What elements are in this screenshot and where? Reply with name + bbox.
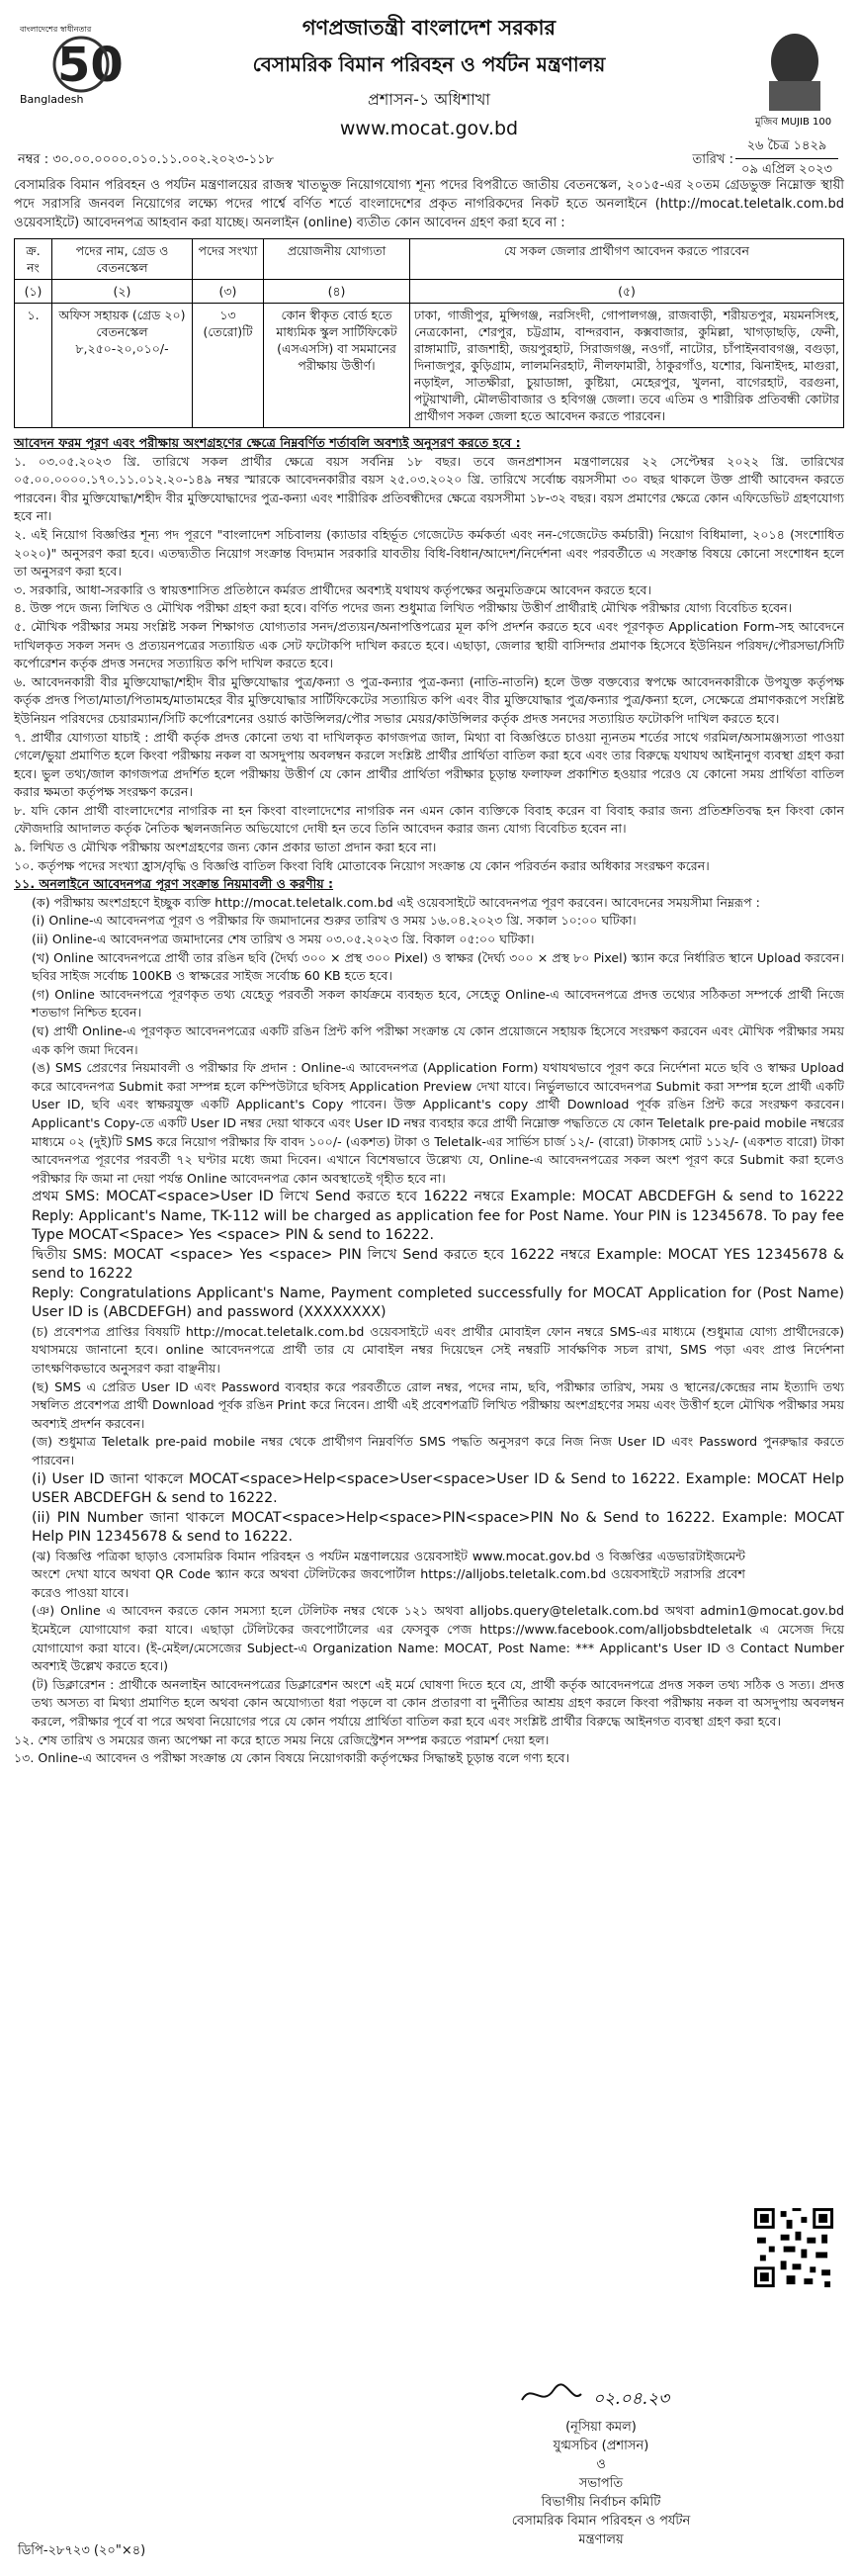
sms-first: প্রথম SMS: MOCAT<space>User ID লিখে Send করতে হবে 16222 নম্বরে Example: MOCAT ABCDEFGH & send to 16222 Reply: Applicant's Name, TK-112 will be charged as application fee for Post Name. Your PIN is 12345678. To pay fee Type MOCAT<Space> Yes <space> PIN & send to 16222. xyxy=(32,1189,844,1244)
wing-title: প্রশাসন-১ অধিশাখা xyxy=(367,90,491,109)
sms-reply: Reply: Congratulations Applicant's Name, Payment completed successfully for MOCAT Application for (Post Name) User ID is (ABCDEFGH) and password (XXXXXXXX) xyxy=(32,1285,844,1321)
online-item-ka-ii: (ii) Online-এ আবেদনপত্র জমাদানের শেষ তারিখ ও সময় ০৩.০৫.২০২৩ খ্রি. বিকাল ০৫:০০ ঘটিকা। xyxy=(32,932,535,947)
condition-item: ১. ০৩.০৫.২০২৩ খ্রি. তারিখে সকল প্রার্থীর ক্ষেত্রে বয়স সর্বনিম্ন ১৮ বছর। তবে জনপ্রশাসন মন্ত্রণালয়ের ২২ সেপ্টেম্বর ২০২২ খ্রি. তারিখের ০৫.০০.০০০০.১৭০.১১.০১২.২০-১৪৯ নম্বর স্মারকে আবেদনকারীর বয়স ২৫.০৩.২০২০ খ্রি. তারিখে সর্বোচ্চ বয়সসীমা ৩০ বছর থাকলে উক্ত প্রার্থী আবেদন করতে পারবেন। বীর মুক্তিযোদ্ধা/শহীদ বীর মুক্তিযোদ্ধাদের পুত্র-কন্যা এবং শারীরিক প্রতিবন্ধীদের ক্ষেত্রে বয়সসীমা ১৮-৩২ বছর। বয়স প্রমাণের ক্ষেত্রে কোন এফিডেভিট গ্রহণযোগ্য হবে না। xyxy=(14,453,844,524)
online-item-gha: (ঘ) প্রার্থী Online-এ পূরণকৃত আবেদনপত্রের একটি রঙিন প্রিন্ট কপি পরীক্ষা সংক্রান্ত যে কোন প্রয়োজনে সহায়ক হিসেবে সংরক্ষণ করবেন এবং মৌখিক পরীক্ষার সময় এক কপি জমা দিবেন। xyxy=(32,1023,844,1057)
table-row xyxy=(15,304,844,428)
date-block xyxy=(735,136,838,181)
cell-districts: ঢাকা, গাজীপুর, মুন্সিগঞ্জ, নরসিংদী, গোপালগঞ্জ, রাজবাড়ী, শরীয়তপুর, ময়মনসিংহ, নেত্রকোনা, শেরপুর, চট্টগ্রাম, বান্দরবান, কক্সবাজার, কুমিল্লা, খাগড়াছড়ি, ফেনী, রাঙ্গামাটি, রাজশাহী, জয়পুরহাট, সিরাজগঞ্জ, নওগাঁ, নাটোর, চাঁপাইনবাবগঞ্জ, বগুড়া, দিনাজপুর, কুড়িগ্রাম, লালমনিরহাট, নীলফামারী, ঠাকুরগাঁও, যশোর, ঝিনাইদহ, মাগুরা, নড়াইল, সাতক্ষীরা, চুয়াডাঙ্গা, কুষ্টিয়া, মেহেরপুর, খুলনা, বাগেরহাট, বরগুনা, পটুয়াখালী, মৌলভীবাজার ও হবিগঞ্জ জেলা। তবে এতিম ও শারীরিক প্রতিবন্ধী কোটার প্রার্থীগণ সকল জেলা হতে আবেদন করতে পারবেন। xyxy=(410,304,844,428)
col-number: (৫) xyxy=(410,280,844,304)
col-number: (৩) xyxy=(193,280,264,304)
condition-item: ১০. কর্তৃপক্ষ পদের সংখ্যা হ্রাস/বৃদ্ধি ও বিজ্ঞপ্তি বাতিল কিংবা বিধি মোতাবেক নিয়োগ সংক্রান্ত যে কোন পরিবর্তন করার অধিকার সংরক্ষণ করেন। xyxy=(14,857,710,873)
online-item-ja-i: (i) User ID জানা থাকলে MOCAT<space>Help<space>User<space>User ID & Send to 16222. Example: MOCAT Help USER ABCDEFGH & send to 16222. xyxy=(32,1470,844,1507)
vacancy-table xyxy=(14,238,844,428)
signature-date: ০২.০৪.২৩ xyxy=(593,2389,670,2409)
conditions-heading: আবেদন ফরম পূরণ এবং পরীক্ষায় অংশগ্রহণের ক্ষেত্রে নিম্নবর্ণিত শর্তাবলি অবশ্যই অনুসরণ করতে হবে : xyxy=(14,435,521,450)
signatory-title: যুগ্মসচিব (প্রশাসন) xyxy=(553,2439,649,2453)
col-number: (১) xyxy=(15,280,52,304)
col-header-districts: যে সকল জেলার প্রার্থীগণ আবেদন করতে পারবেন xyxy=(410,239,844,280)
online-heading: ১১. অনলাইনে আবেদনপত্র পূরণ সংক্রান্ত নিয়মাবলী ও করণীয় : xyxy=(14,876,334,892)
logo-left-bottom-text: Bangladesh xyxy=(20,93,84,106)
condition-item-13: ১৩. Online-এ আবেদন ও পরীক্ষা সংক্রান্ত যে কোন বিষয়ে নিয়োগকারী কর্তৃপক্ষের সিদ্ধান্তই চূড়ান্ত বলে গণ্য হবে। xyxy=(14,1750,570,1766)
online-item-ga: (গ) Online আবেদনপত্রে পূরণকৃত তথ্য যেহেতু পরবর্তী সকল কার্যক্রমে ব্যবহৃত হবে, সেহেতু Online-এ আবেদনপত্রে প্রদত্ত তথ্যের সঠিকতা সম্পর্কে প্রার্থী নিজে শতভাগ নিশ্চিত হবেন। xyxy=(32,986,845,1021)
date-english: ০৯ এপ্রিল ২০২৩ xyxy=(741,162,832,177)
condition-item: ৮. যদি কোন প্রার্থী বাংলাদেশের নাগরিক না হন কিংবা বাংলাদেশের নাগরিক নন এমন কোন ব্যক্তিকে বিবাহ করেন বা বিবাহ করার জন্য প্রতিশ্রুতিবদ্ধ হন কিংবা কোন ফৌজদারি আদালত কর্তৃক নৈতিক স্খলনজনিত অভিযোগে দোষী হন তবে তিনি আবেদন করার জন্য যোগ্য বিবেচিত হবেন না। xyxy=(14,802,844,837)
online-item-nya: (ঞ) Online এ আবেদন করতে কোন সমস্যা হলে টেলিটক নম্বর থেকে ১২১ অথবা alljobs.query@teletalk.com.bd অথবা admin1@mocat.gov.bd ইমেইলে যোগাযোগ করা যাবে। এছাড়া টেলিটকের জবপোর্টালের এর ফেসবুক পেজ https://www.facebook.com/alljobsbdteletalk এ মেসেজ দিয়ে যোগাযোগ করা যাবে। (ই-মেইল/মেসেজের Subject-এ Organization Name: MOCAT, Post Name: *** Applicant's User ID ও Contact Number অবশ্যই উল্লেখ করতে হবে।) xyxy=(32,1603,844,1674)
table-header-row xyxy=(15,239,844,280)
table-number-row xyxy=(15,280,844,304)
condition-item: ৭. প্রার্থীর যোগ্যতা যাচাই : প্রার্থী কর্তৃক প্রদত্ত কোনো তথ্য বা দাখিলকৃত কাগজপত্র জাল, মিথ্যা বা বিজ্ঞপ্তিতে চাওয়া ন্যূনতম শর্তের সাথে গরমিল/অসামঞ্জস্যতা পাওয়া গেলে/ভুয়া প্রমাণিত হলে কিংবা পরীক্ষায় নকল বা অসদুপায় অবলম্বন করলে সংশ্লিষ্ট প্রার্থীর প্রার্থিতা বাতিল করা হবে এবং তার বিরুদ্ধে যথাযথ আইনানুগ ব্যবস্থা গ্রহণ করা হবে। ভুল তথ্য/জাল কাগজপত্র প্রদর্শিত হলে পরীক্ষায় উত্তীর্ণ যে কোন প্রার্থীর প্রার্থিতা পরীক্ষার চূড়ান্ত ফলাফল প্রকাশিত হওয়ার পরেও যে কোনো সময় প্রার্থিতা বাতিল করার ক্ষমতা কর্তৃপক্ষ সংরক্ষণ করেন। xyxy=(14,729,844,800)
online-item-ta: (ট) ডিক্লারেশন : প্রার্থীকে অনলাইন আবেদনপত্রের ডিক্লারেশন অংশে এই মর্মে ঘোষণা দিতে হবে যে, প্রার্থী কর্তৃক আবেদনপত্রে প্রদত্ত সকল তথ্য সঠিক ও সত্য। প্রদত্ত তথ্য অসত্য বা মিথ্যা প্রমাণিত হলে অথবা কোন অযোগ্যতা ধরা পড়লে বা কোন প্রতারণা বা দুর্নীতির আশ্রয় গ্রহণ করলে কিংবা পরীক্ষায় নকল বা অসদুপায় অবলম্বন করলে, পরীক্ষার পূর্বে বা পরে অথবা নিয়োগের পরে যে কোন পর্যায়ে প্রার্থিতা বাতিল করা হবে এবং সংশ্লিষ্ট প্রার্থীর বিরুদ্ধে আইনগত ব্যবস্থা গ্রহণ করা হবে। xyxy=(32,1676,844,1729)
condition-item: ৯. লিখিত ও মৌখিক পরীক্ষায় অংশগ্রহণের জন্য কোন প্রকার ভাতা প্রদান করা হবে না। xyxy=(14,840,437,855)
condition-item-12: ১২. শেষ তারিখ ও সময়ের জন্য অপেক্ষা না করে হাতে সময় নিয়ে রেজিস্ট্রেশন সম্পন্ন করতে পরামর্শ দেয়া হল। xyxy=(14,1732,550,1747)
logo-left-number: 50 xyxy=(57,38,124,93)
online-item-ka: (ক) পরীক্ষায় অংশগ্রহণে ইচ্ছুক ব্যক্তি http://mocat.teletalk.com.bd এই ওয়েবসাইটে আবেদনপত্র পূরণ করবেন। আবেদনের সময়সীমা নিম্নরূপ : xyxy=(32,894,760,910)
ministry-title: বেসামরিক বিমান পরিবহন ও পর্যটন মন্ত্রণালয় xyxy=(252,52,606,76)
online-item-cha: (চ) প্রবেশপত্র প্রাপ্তির বিষয়টি http://mocat.teletalk.com.bd ওয়েবসাইটে এবং প্রার্থীর মোবাইল ফোন নম্বরে SMS-এর মাধ্যমে (শুধুমাত্র যোগ্য প্রার্থীদেরকে) যথাসময়ে জানানো হবে। online আবেদনপত্রে প্রার্থী তার যে মোবাইল নম্বর দিয়েছেন সেই নম্বরটি সার্বক্ষণিক সচল রাখা, SMS পড়া এবং প্রাপ্ত নির্দেশনা তাৎক্ষণিকভাবে অনুসরণ করা বাঞ্ছনীয়। xyxy=(32,1323,844,1377)
handwritten-signature xyxy=(502,2378,700,2412)
online-item-ja-ii: (ii) PIN Number জানা থাকলে MOCAT<space>Help<space>PIN<space>PIN No & Send to 16222. Example: MOCAT Help PIN 12345678 & send to 16222. xyxy=(32,1509,844,1546)
online-item-ka-i: (i) Online-এ আবেদনপত্র পূরণ ও পরীক্ষার ফি জমাদানের শুরুর তারিখ ও সময় ১৬.০৪.২০২৩ খ্রি. সকাল ১০:০০ ঘটিকা। xyxy=(32,913,637,929)
condition-item: ৬. আবেদনকারী বীর মুক্তিযোদ্ধা/শহীদ বীর মুক্তিযোদ্ধার পুত্র/কন্যা ও পুত্র-কন্যার পুত্র-কন্যা (নাতি-নাতনি) হলে উক্ত বক্তব্যের স্বপক্ষে আবেদনকারীকে উপযুক্ত কর্তৃপক্ষ কর্তৃক প্রদত্ত পিতা/মাতা/পিতামহ/মাতামহের বীর মুক্তিযোদ্ধার সার্টিফিকেটের সত্যায়িত কপি এবং বীর মুক্তিযোদ্ধার পুত্র/কন্যার পুত্র/কন্যা হলে, সেক্ষেত্রে প্রমাণকরূপে সংশ্লিষ্ট ইউনিয়ন পরিষদের চেয়ারম্যান/সিটি কর্পোরেশনের ওয়ার্ড কাউন্সিলর/পৌর সভার মেয়র/কাউন্সিলর কর্তৃক প্রদত্ত সনদের সত্যায়িত ফটোকপি দাখিল করতে হবে। xyxy=(14,673,844,726)
condition-item: ৪. উক্ত পদে জন্য লিখিত ও মৌখিক পরীক্ষা গ্রহণ করা হবে। বর্ণিত পদের জন্য শুধুমাত্র লিখিত পরীক্ষায় উত্তীর্ণ প্রার্থীরাই মৌখিক পরীক্ষার যোগ্য বিবেচিত হবেন। xyxy=(14,600,793,616)
condition-item: ২. এই নিয়োগ বিজ্ঞপ্তির শূন্য পদ পূরণে "বাংলাদেশ সচিবালয় (ক্যাডার বহির্ভূত গেজেটেড কর্মকর্তা এবং নন-গেজেটেড কর্মচারী) নিয়োগ বিধিমালা, ২০১৪ (সংশোধিত ২০২০)" অনুসরণ করা হবে। এতদ্ব্যতীত নিয়োগ সংক্রান্ত বিদ্যমান সরকারি যাবতীয় বিধি-বিধান/আদেশ/নির্দেশনা এবং পরবর্তীতে এ সংক্রান্ত বিষয়ে কোনো সংশোধন হলে তা অনুসরণ করা হবে। xyxy=(14,526,844,579)
online-item-ja: (জ) শুধুমাত্র Teletalk pre-paid mobile নম্বর থেকে প্রার্থীগণ নিম্নবর্ণিত SMS পদ্ধতি অনুসরণ করে নিজ নিজ User ID এবং Password পুনরুদ্ধার করতে পারবেন। xyxy=(32,1434,844,1467)
col-number: (২) xyxy=(52,280,193,304)
ministry-website: www.mocat.gov.bd xyxy=(339,118,519,139)
reference-line xyxy=(14,136,844,177)
col-header-sl: ক্র. নং xyxy=(15,239,52,280)
signatory-and: ও xyxy=(596,2457,606,2472)
logo-right-text: মুজিব MUJIB 100 xyxy=(755,117,832,128)
signatory-ministry: বেসামরিক বিমান পরিবহন ও পর্যটন মন্ত্রণালয় xyxy=(511,2514,691,2547)
date-label: তারিখ : xyxy=(692,152,733,167)
col-header-qualification: প্রয়োজনীয় যোগ্যতা xyxy=(264,239,410,280)
col-number: (৪) xyxy=(264,280,410,304)
signature-block xyxy=(492,2378,710,2549)
col-header-post: পদের নাম, গ্রেড ও বেতনস্কেল xyxy=(52,239,193,280)
signatory-name: (নূসিয়া কমল) xyxy=(565,2420,637,2435)
sms-second: দ্বিতীয় SMS: MOCAT <space> Yes <space> PIN লিখে Send করতে হবে 16222 নম্বরে Example: MOCAT YES 12345678 & send to 16222 xyxy=(32,1246,844,1283)
date-bangla: ২৬ চৈত্র ১৪২৯ xyxy=(735,136,838,159)
online-item-jha: (ঝ) বিজ্ঞপ্তি পত্রিকা ছাড়াও বেসামরিক বিমান পরিবহন ও পর্যটন মন্ত্রণালয়ের ওয়েবসাইট www.mocat.gov.bd ও বিজ্ঞপ্তির এডভারটাইজমেন্ট অংশে দেখা যাবে অথবা QR Code স্ক্যান করে অথবা টেলিটকের জবপোর্টাল https://alljobs.teletalk.com.bd ওয়েবসাইটে সরাসরি প্রবেশ করেও পাওয়া যাবে। xyxy=(32,1548,745,1600)
online-item-uma: (ঙ) SMS প্রেরণের নিয়মাবলী ও পরীক্ষার ফি প্রদান : Online-এ আবেদনপত্র (Application Form) যথাযথভাবে পূরণ করে নির্দেশনা মতে ছবি ও স্বাক্ষর Upload করে আবেদনপত্র Submit করা সম্পন্ন হলে কম্পিউটারে ছবিসহ Application Preview দেখা যাবে। নির্ভুলভাবে আবেদনপত্র Submit করা সম্পন্ন হলে প্রার্থী একটি User ID, ছবি এবং স্বাক্ষরযুক্ত একটি Applicant's Copy পাবেন। উক্ত Applicant's copy প্রার্থী Download পূর্বক রঙিন প্রিন্ট করে সংরক্ষণ করবেন। Applicant's Copy-তে একটি User ID নম্বর দেয়া থাকবে এবং User ID নম্বর ব্যবহার করে প্রার্থী নিম্নোক্ত পদ্ধতিতে যে কোন Teletalk pre-paid mobile নম্বরের মাধ্যমে ০২ (দুই)টি SMS করে নিয়োগ পরীক্ষার ফি বাবদ ১০০/- (একশত) টাকা ও Teletalk-এর সার্ভিস চার্জ ১২/- (বারো) টাকাসহ মোট ১১২/- (একশত বারো) টাকা আবেদনপত্র পূরণের পরবর্তী ৭২ ঘণ্টার মধ্যে জমা দিবেন। এখানে বিশেষভাবে উল্লেখ্য যে, Online-এ আবেদনপত্রের সকল অংশ পূরণ করে Submit করা হলেও পরীক্ষার ফি জমা না দেয়া পর্যন্ত Online আবেদনপত্র কোন অবস্থাতেই গৃহীত হবে না। xyxy=(32,1060,844,1186)
online-item-kha: (খ) Online আবেদনপত্রে প্রার্থী তার রঙিন ছবি (দৈর্ঘ্য ৩০০ × প্রস্থ ৩০০ Pixel) ও স্বাক্ষর (দৈর্ঘ্য ৩০০ × প্রস্থ ৮০ Pixel) স্ক্যান করে নির্ধারিত স্থানে Upload করবেন। ছবির সাইজ সর্বোচ্চ 100KB ও স্বাক্ষরের সাইজ সর্বোচ্চ 60 KB হতে হবে। xyxy=(32,949,844,984)
condition-item: ৫. মৌখিক পরীক্ষার সময় সংশ্লিষ্ট সকল শিক্ষাগত যোগ্যতার সনদ/প্রত্যয়ন/অনাপত্তিপত্রের মূল কপি প্রদর্শন করতে হবে এবং পূরণকৃত Application Form-সহ আবেদনে দাখিলকৃত সকল সনদ ও প্রত্যয়নপত্রের সত্যায়িত এক সেট ফটোকপি দাখিল করতে হবে। এছাড়া, জেলার স্থায়ী বাসিন্দার প্রমাণক হিসেবে ইউনিয়ন পরিষদ/পৌরসভা/সিটি কর্পোরেশন কর্তৃক প্রদত্ত সনদের সত্যায়িত কপি দাখিল করতে হবে। xyxy=(14,618,844,671)
gov-title: গণপ্রজাতন্ত্রী বাংলাদেশ সরকার xyxy=(301,16,557,40)
memo-number: নম্বর : ৩০.০০.০০০০.০১০.১১.০০২.২০২৩-১১৮ xyxy=(18,152,275,167)
intro-paragraph: বেসামরিক বিমান পরিবহন ও পর্যটন মন্ত্রণালয়ের রাজস্ব খাতভুক্ত নিয়োগযোগ্য শূন্য পদের বিপরীতে জাতীয় বেতনস্কেল, ২০১৫-এর ২০তম গ্রেডভুক্ত নিম্নোক্ত স্থায়ী পদে সরাসরি জনবল নিয়োগের লক্ষ্যে পদের পার্শ্বে বর্ণিত শর্তে বাংলাদেশের প্রকৃত নাগরিকদের নিকট হতে অনলাইনে (http://mocat.teletalk.com.bd ওয়েবসাইটে) আবেদনপত্র আহবান করা যাচ্ছে। অনলাইন (online) ব্যতীত কোন আবেদন গ্রহণ করা হবে না : xyxy=(14,178,844,230)
logo-left-top-text: বাংলাদেশের স্বাধীনতার xyxy=(20,25,92,34)
conditions-section xyxy=(14,434,844,1768)
cell-post: অফিস সহায়ক (গ্রেড ২০) বেতনস্কেল ৮,২৫০-২০,০১০/- xyxy=(52,304,193,428)
cell-qualification: কোন স্বীকৃত বোর্ড হতে মাধ্যমিক স্কুল সার্টিফিকেট (এসএসসি) বা সমমানের পরীক্ষায় উত্তীর্ণ। xyxy=(264,304,410,428)
footer-code: ডিপি-২৮৭২৩ (২০"×৪) xyxy=(18,2543,146,2558)
cell-sl: ১. xyxy=(15,304,52,428)
letterhead xyxy=(14,12,844,139)
signatory-committee: বিভাগীয় নির্বাচন কমিটি xyxy=(541,2495,661,2510)
online-item-chha: (ছ) SMS এ প্রেরিত User ID এবং Password ব্যবহার করে পরবর্তীতে রোল নম্বর, পদের নাম, ছবি, পরীক্ষার তারিখ, সময় ও স্থানের/কেন্দ্রের নাম ইত্যাদি তথ্য সম্বলিত প্রবেশপত্র প্রার্থী Download পূর্বক রঙিন Print করে নিবেন। প্রার্থী এই প্রবেশপত্রটি লিখিত পরীক্ষায় অংশগ্রহণের সময় এবং উত্তীর্ণ হলে মৌখিক পরীক্ষার সময় অবশ্যই প্রদর্শন করবেন। xyxy=(32,1378,844,1431)
col-header-count: পদের সংখ্যা xyxy=(193,239,264,280)
golden-jubilee-logo xyxy=(16,20,124,107)
qr-code-icon xyxy=(751,2205,836,2290)
signatory-role: সভাপতি xyxy=(578,2476,624,2491)
condition-item: ৩. সরকারি, আধা-সরকারি ও স্বায়ত্তশাসিত প্রতিষ্ঠানে কর্মরত প্রার্থীদের অবশ্যই যথাযথ কর্তৃপক্ষের অনুমতিক্রমে আবেদন করতে হবে। xyxy=(14,581,652,597)
mujib-100-logo xyxy=(749,26,840,129)
cell-count: ১৩ (তেরো)টি xyxy=(193,304,264,428)
